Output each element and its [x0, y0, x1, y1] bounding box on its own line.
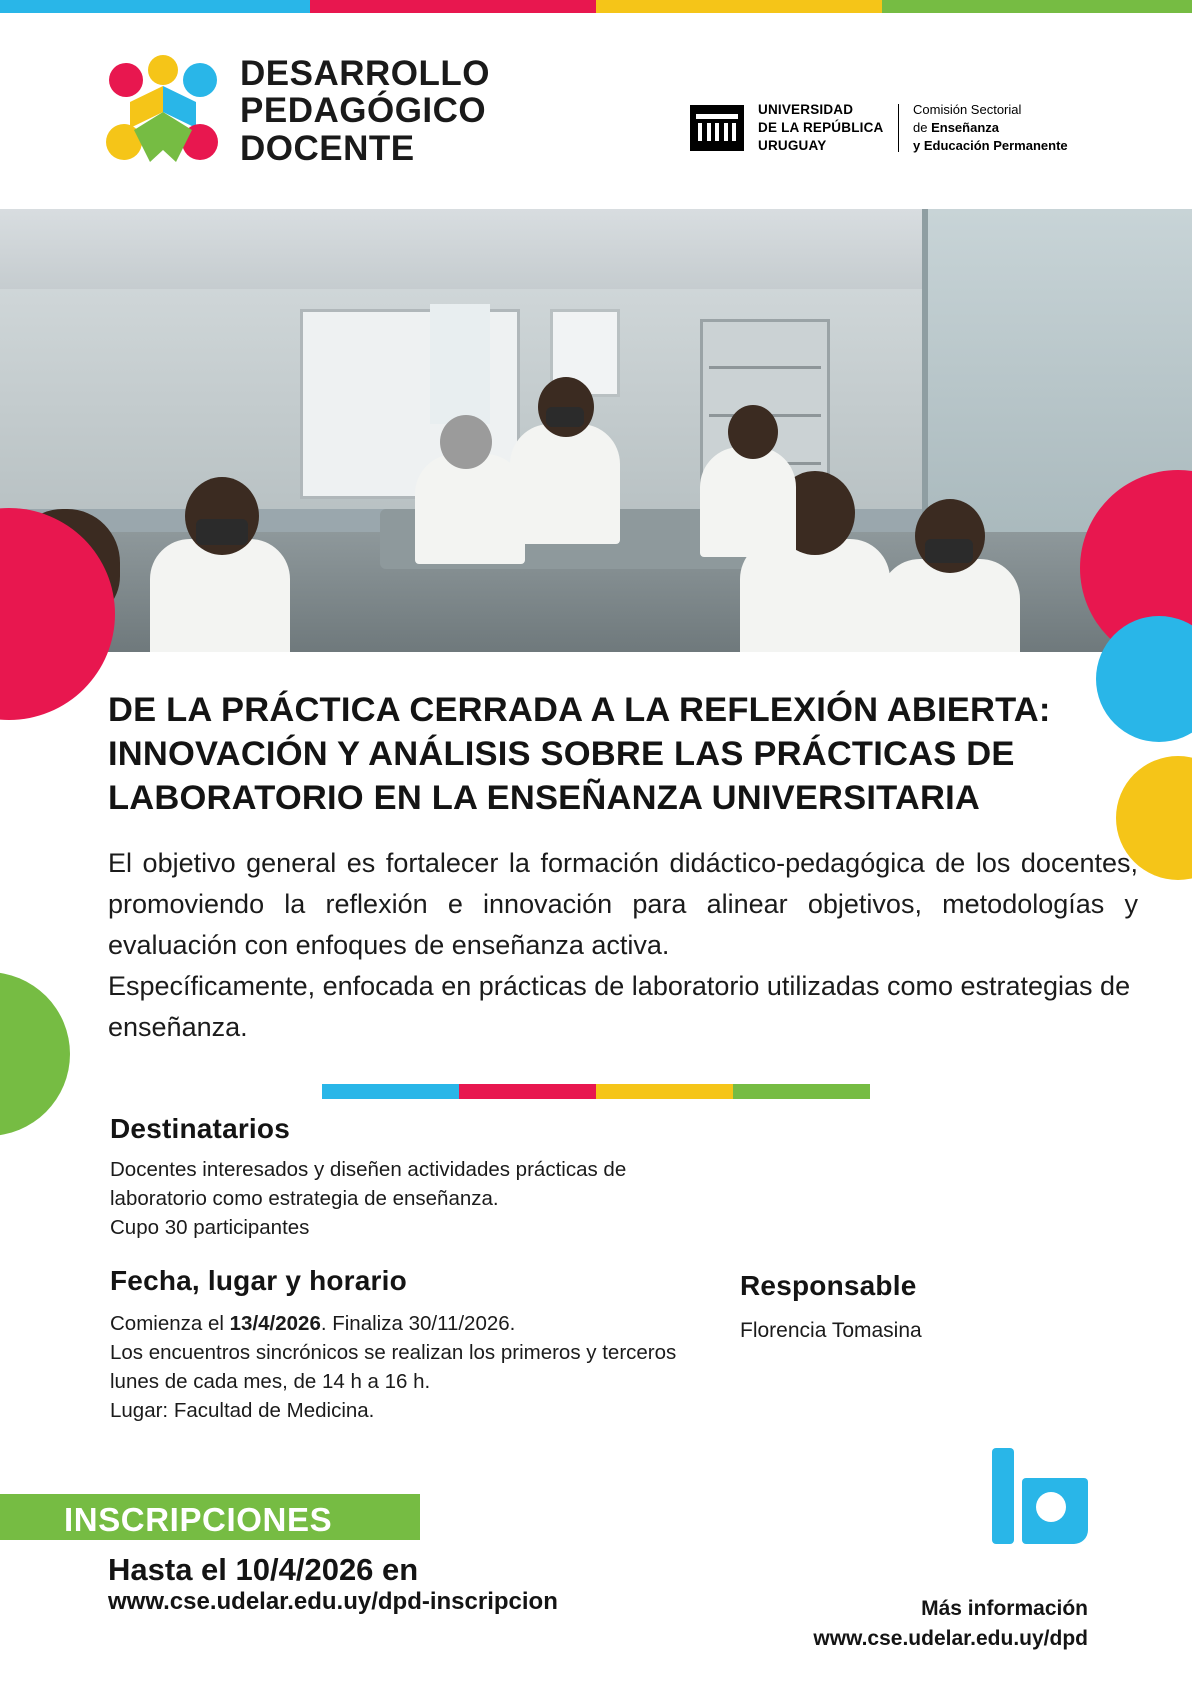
- header: [0, 13, 1192, 209]
- shield-column: [724, 123, 728, 141]
- destinatarios-body: [110, 1155, 670, 1242]
- divider-cyan: [322, 1084, 459, 1099]
- cse-line-2-plain: de: [913, 119, 932, 135]
- fecha-body: [110, 1309, 700, 1425]
- photo-person-mask: [925, 539, 973, 563]
- photo-person-mask: [546, 407, 584, 427]
- brand-wordmark: [240, 55, 490, 166]
- lab-logo-icon: [992, 1448, 1088, 1544]
- photo-person-coat: [415, 454, 525, 564]
- color-divider: [322, 1084, 870, 1099]
- section-responsable: [740, 1270, 1120, 1346]
- inscripciones-deadline: Hasta el 10/4/2026 en: [108, 1552, 419, 1587]
- udelar-line-3: URUGUAY: [758, 137, 827, 153]
- photo-person-head: [728, 405, 778, 459]
- responsable-heading: Responsable: [740, 1270, 917, 1301]
- shield-column: [732, 123, 736, 141]
- destinatarios-line-2: laboratorio como estrategia de enseñanza.: [110, 1187, 499, 1211]
- brand-line-3: DOCENTE: [240, 128, 415, 168]
- fecha-line-2: Los encuentros sincrónicos se realizan los primeros y terceros: [110, 1341, 677, 1365]
- fecha-heading: Fecha, lugar y horario: [110, 1265, 407, 1296]
- divider-green: [733, 1084, 870, 1099]
- fecha-line-1-post: . Finaliza 30/11/2026.: [320, 1312, 516, 1335]
- color-band-pink: [310, 0, 596, 13]
- color-band-green: [882, 0, 1192, 13]
- fecha-line-1-pre: Comienza el: [110, 1312, 230, 1335]
- destinatarios-heading: Destinatarios: [110, 1113, 290, 1144]
- divider-yellow: [596, 1084, 733, 1099]
- inscripciones-url-link[interactable]: www.cse.udelar.edu.uy/dpd-inscripcion: [108, 1588, 558, 1615]
- udelar-name: [758, 101, 884, 154]
- cse-line-2: [913, 119, 1068, 137]
- shield-columns: [698, 123, 736, 141]
- photo-person-coat: [700, 447, 796, 557]
- inscripciones-label: INSCRIPCIONES: [64, 1501, 333, 1538]
- shield-column: [698, 123, 702, 141]
- color-band-cyan: [0, 0, 310, 13]
- cse-line-3-text: y Educación Permanente: [913, 137, 1068, 153]
- destinatarios-line-1: Docentes interesados y diseñen actividades prácticas de: [110, 1158, 627, 1181]
- fecha-line-4: Lugar: Facultad de Medicina.: [110, 1399, 375, 1423]
- photo-person-coat: [150, 539, 290, 652]
- hero-photo: [0, 209, 1192, 652]
- lab-logo-bar: [992, 1448, 1014, 1544]
- top-color-bar: [0, 0, 1192, 13]
- dpd-logo-icon: [104, 50, 222, 172]
- shield-roof: [696, 114, 738, 119]
- udelar-cse-lockup: [690, 101, 1068, 155]
- udelar-line-1: UNIVERSIDAD: [758, 102, 854, 118]
- inscripciones-band: [0, 1494, 420, 1540]
- footer-url-link[interactable]: www.cse.udelar.edu.uy/dpd: [813, 1627, 1088, 1651]
- intro-paragraph-2: Específicamente, enfocada en prácticas de laboratorio utilizadas como estrategias de enseñanza.: [108, 971, 1131, 1043]
- photo-window: [430, 304, 490, 424]
- page-title: [108, 688, 1108, 820]
- divider-pink: [459, 1084, 596, 1099]
- cse-line-2-bold: Enseñanza: [931, 119, 1000, 135]
- cse-line-3: [913, 137, 1068, 155]
- cse-name: [913, 101, 1068, 155]
- udelar-shield-icon: [690, 105, 744, 151]
- cabinet-shelf: [709, 366, 821, 369]
- mas-info-label: Más información: [921, 1597, 1088, 1620]
- title-line-1: DE LA PRÁCTICA CERRADA A LA REFLEXIÓN ABIERTA:: [108, 691, 1051, 729]
- shield-column: [715, 123, 719, 141]
- section-fecha: [110, 1265, 700, 1425]
- destinatarios-line-3: Cupo 30 participantes: [110, 1216, 310, 1240]
- brand-lockup: [104, 50, 490, 172]
- fecha-line-3: lunes de cada mes, de 14 h a 16 h.: [110, 1370, 431, 1394]
- fecha-line-1: [110, 1309, 700, 1338]
- intro-text: [108, 843, 1138, 1048]
- photo-person-head: [440, 415, 492, 469]
- color-band-yellow: [596, 0, 882, 13]
- vertical-divider: [898, 104, 900, 152]
- fecha-start-date: 13/4/2026: [229, 1312, 321, 1335]
- cse-line-1: Comisión Sectorial: [913, 102, 1022, 117]
- title-line-3: LABORATORIO EN LA ENSEÑANZA UNIVERSITARIA: [108, 779, 980, 818]
- lab-logo-hole: [1036, 1492, 1066, 1522]
- responsable-name: Florencia Tomasina: [740, 1319, 922, 1342]
- decor-circle-green-left: [0, 972, 70, 1136]
- shield-column: [707, 123, 711, 141]
- intro-paragraph-1: El objetivo general es fortalecer la formación didáctico-pedagógica de los docentes, promoviendo la reflexión e innovación para alinear objetivos, metodologías y evaluación con enfoques de enseñanza activa.: [108, 848, 1138, 961]
- photo-person-coat: [510, 424, 620, 544]
- section-destinatarios: [110, 1113, 670, 1242]
- brand-line-2: PEDAGÓGICO: [240, 91, 487, 131]
- udelar-line-2: DE LA REPÚBLICA: [758, 120, 884, 135]
- brand-line-1: DESARROLLO: [240, 54, 490, 94]
- footer-more-info: [813, 1594, 1088, 1655]
- photo-person-mask: [196, 519, 248, 545]
- title-line-2: INNOVACIÓN Y ANÁLISIS SOBRE LAS PRÁCTICAS DE: [108, 735, 1015, 774]
